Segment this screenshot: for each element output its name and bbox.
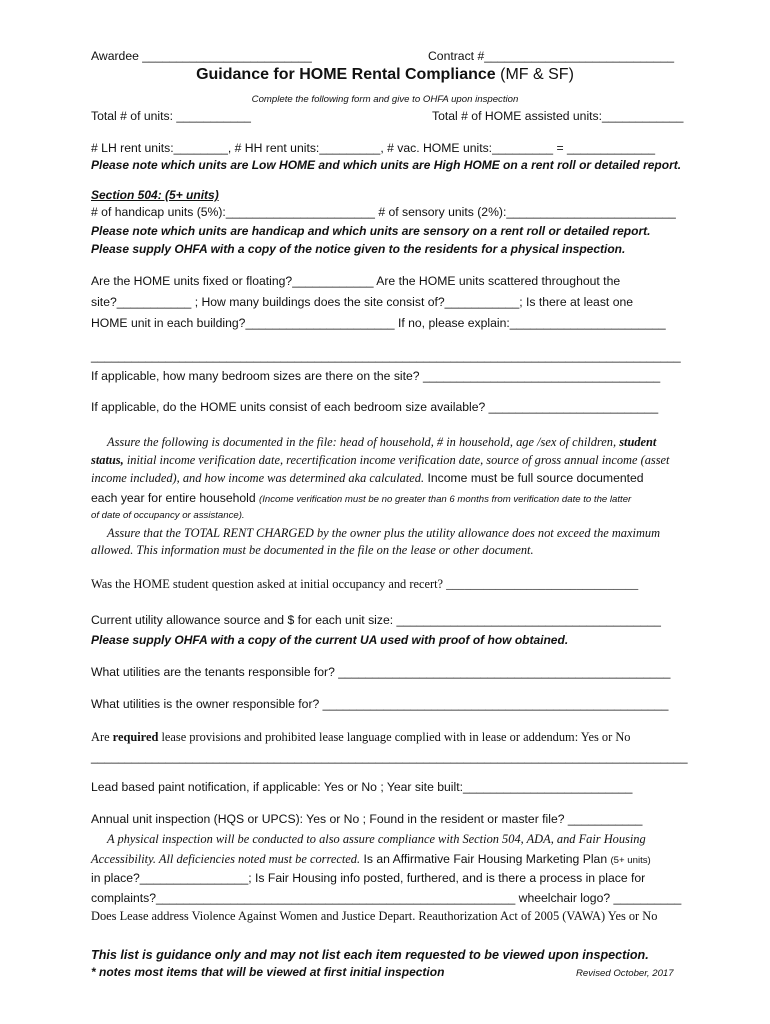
marketing-plan-question: Is an Affirmative Fair Housing Marketing Plan [360, 852, 611, 866]
documentation-line-3 [91, 470, 644, 486]
fair-housing-question[interactable]: in place?________________; Is Fair Housing info posted, furthered, and is there a process in place for [91, 871, 646, 885]
documentation-line-3-text: income included), and how income was determined aka calculated. [91, 471, 425, 485]
bedroom-sizes-question[interactable]: If applicable, how many bedroom sizes are there on the site? ___________________________________ [91, 369, 661, 383]
documentation-line-1-text: Assure the following is documented in the file: head of household, # in household, age /sex of children, [107, 435, 620, 449]
documentation-student-word: student [619, 435, 657, 449]
documentation-income-note: Income must be full source documented [424, 471, 644, 485]
utility-allowance-note: Please supply OHFA with a copy of the current UA used with proof of how obtained. [91, 633, 569, 647]
utility-allowance-field[interactable]: Current utility allowance source and $ for each unit size: _______________________________________ [91, 613, 661, 627]
footer-guidance: This list is guidance only and may not list each item requested to be viewed upon inspection. [91, 948, 649, 962]
documentation-verification-note: (Income verification must be no greater than 6 months from verification date to the latter [259, 494, 632, 505]
section-504-note-2: Please supply OHFA with a copy of the notice given to the residents for a physical inspection. [91, 242, 626, 256]
lease-provisions-question[interactable] [91, 729, 630, 745]
section-504-note-1: Please note which units are handicap and which units are sensory on a rent roll or detailed report. [91, 224, 651, 238]
footer-notes: * notes most items that will be viewed at first initial inspection [91, 965, 445, 979]
lease-q-required: required [112, 730, 159, 744]
lead-paint-question[interactable]: Lead based paint notification, if applicable: Yes or No ; Year site built:_________________________ [91, 780, 633, 794]
marketing-plan-line [91, 851, 651, 869]
title-suffix: (MF & SF) [495, 66, 574, 83]
documentation-line-2 [91, 452, 669, 468]
student-question[interactable]: Was the HOME student question asked at initial occupancy and recert? _______________________________ [91, 577, 639, 591]
owner-utilities-field[interactable]: What utilities is the owner responsible for? ___________________________________________________ [91, 697, 669, 711]
physical-inspection-note: A physical inspection will be conducted to also assure compliance with Section 504, ADA, and Fair Housing [107, 832, 646, 846]
vawa-question[interactable]: Does Lease address Violence Against Women and Justice Depart. Reauthorization Act of 2005 (VAWA) Yes or No [91, 909, 658, 923]
units-note: Please note which units are Low HOME and which units are High HOME on a rent roll or detailed report. [91, 158, 682, 172]
lease-q-rest: lease provisions and prohibited lease language complied with in lease or addendum: Yes or No [158, 730, 631, 744]
complaints-question[interactable]: complaints?_____________________________________________________ wheelchair logo? __________ [91, 891, 682, 905]
documentation-status-word: status, [91, 453, 127, 467]
deficiencies-note: Accessibility. All deficiencies noted must be corrected. [91, 852, 361, 866]
section-504-heading: Section 504: (5+ units) [91, 188, 219, 202]
units-breakdown-field[interactable]: # LH rent units:________, # HH rent units:_________, # vac. HOME units:_________ = _____________ [91, 141, 656, 155]
explain-blank-line[interactable]: _______________________________________________________________________________________ [91, 349, 681, 363]
total-assisted-field[interactable]: Total # of HOME assisted units:____________ [432, 109, 684, 123]
subtitle: Complete the following form and give to OHFA upon inspection [251, 94, 519, 105]
documentation-line-2-text: initial income verification date, recertification income verification date, source of gross annual income (asset [126, 453, 670, 467]
fixed-floating-question[interactable]: Are the HOME units fixed or floating?____________ Are the HOME units scattered throughout the [91, 274, 621, 288]
documentation-line-1 [107, 434, 656, 450]
annual-inspection-question[interactable]: Annual unit inspection (HQS or UPCS): Yes or No ; Found in the resident or master file? ___________ [91, 812, 643, 826]
documentation-line-5: of date of occupancy or assistance). [91, 510, 245, 521]
lease-q-prefix: Are [91, 730, 113, 744]
each-bedroom-size-question[interactable]: If applicable, do the HOME units consist of each bedroom size available? _________________________ [91, 400, 659, 414]
rent-charged-line-1: Assure that the TOTAL RENT CHARGED by the owner plus the utility allowance does not exceed the maximum [107, 526, 661, 540]
page-title [0, 67, 770, 83]
section-504-counts-field[interactable]: # of handicap units (5%):______________________ # of sensory units (2%):_________________________ [91, 205, 676, 219]
title-main: Guidance for HOME Rental Compliance [196, 66, 496, 83]
awardee-field[interactable]: Awardee _________________________ [91, 49, 312, 63]
total-units-field[interactable]: Total # of units: ___________ [91, 109, 251, 123]
tenant-utilities-field[interactable]: What utilities are the tenants responsible for? _________________________________________________ [91, 665, 671, 679]
rent-charged-line-2: allowed. This information must be documented in the file on the lease or other document. [91, 543, 534, 557]
marketing-plan-scope: (5+ units) [610, 855, 651, 866]
lease-blank-line[interactable]: ________________________________________________________________________________________ [91, 750, 688, 764]
revised-date: Revised October, 2017 [576, 968, 674, 979]
home-unit-building-question[interactable]: HOME unit in each building?______________________ If no, please explain:_______________________ [91, 316, 666, 330]
documentation-household-text: each year for entire household [91, 491, 260, 505]
buildings-question[interactable]: site?___________ ; How many buildings does the site consist of?___________; Is there at least one [91, 295, 634, 309]
contract-field[interactable]: Contract #____________________________ [428, 49, 675, 63]
documentation-line-4 [91, 490, 631, 508]
